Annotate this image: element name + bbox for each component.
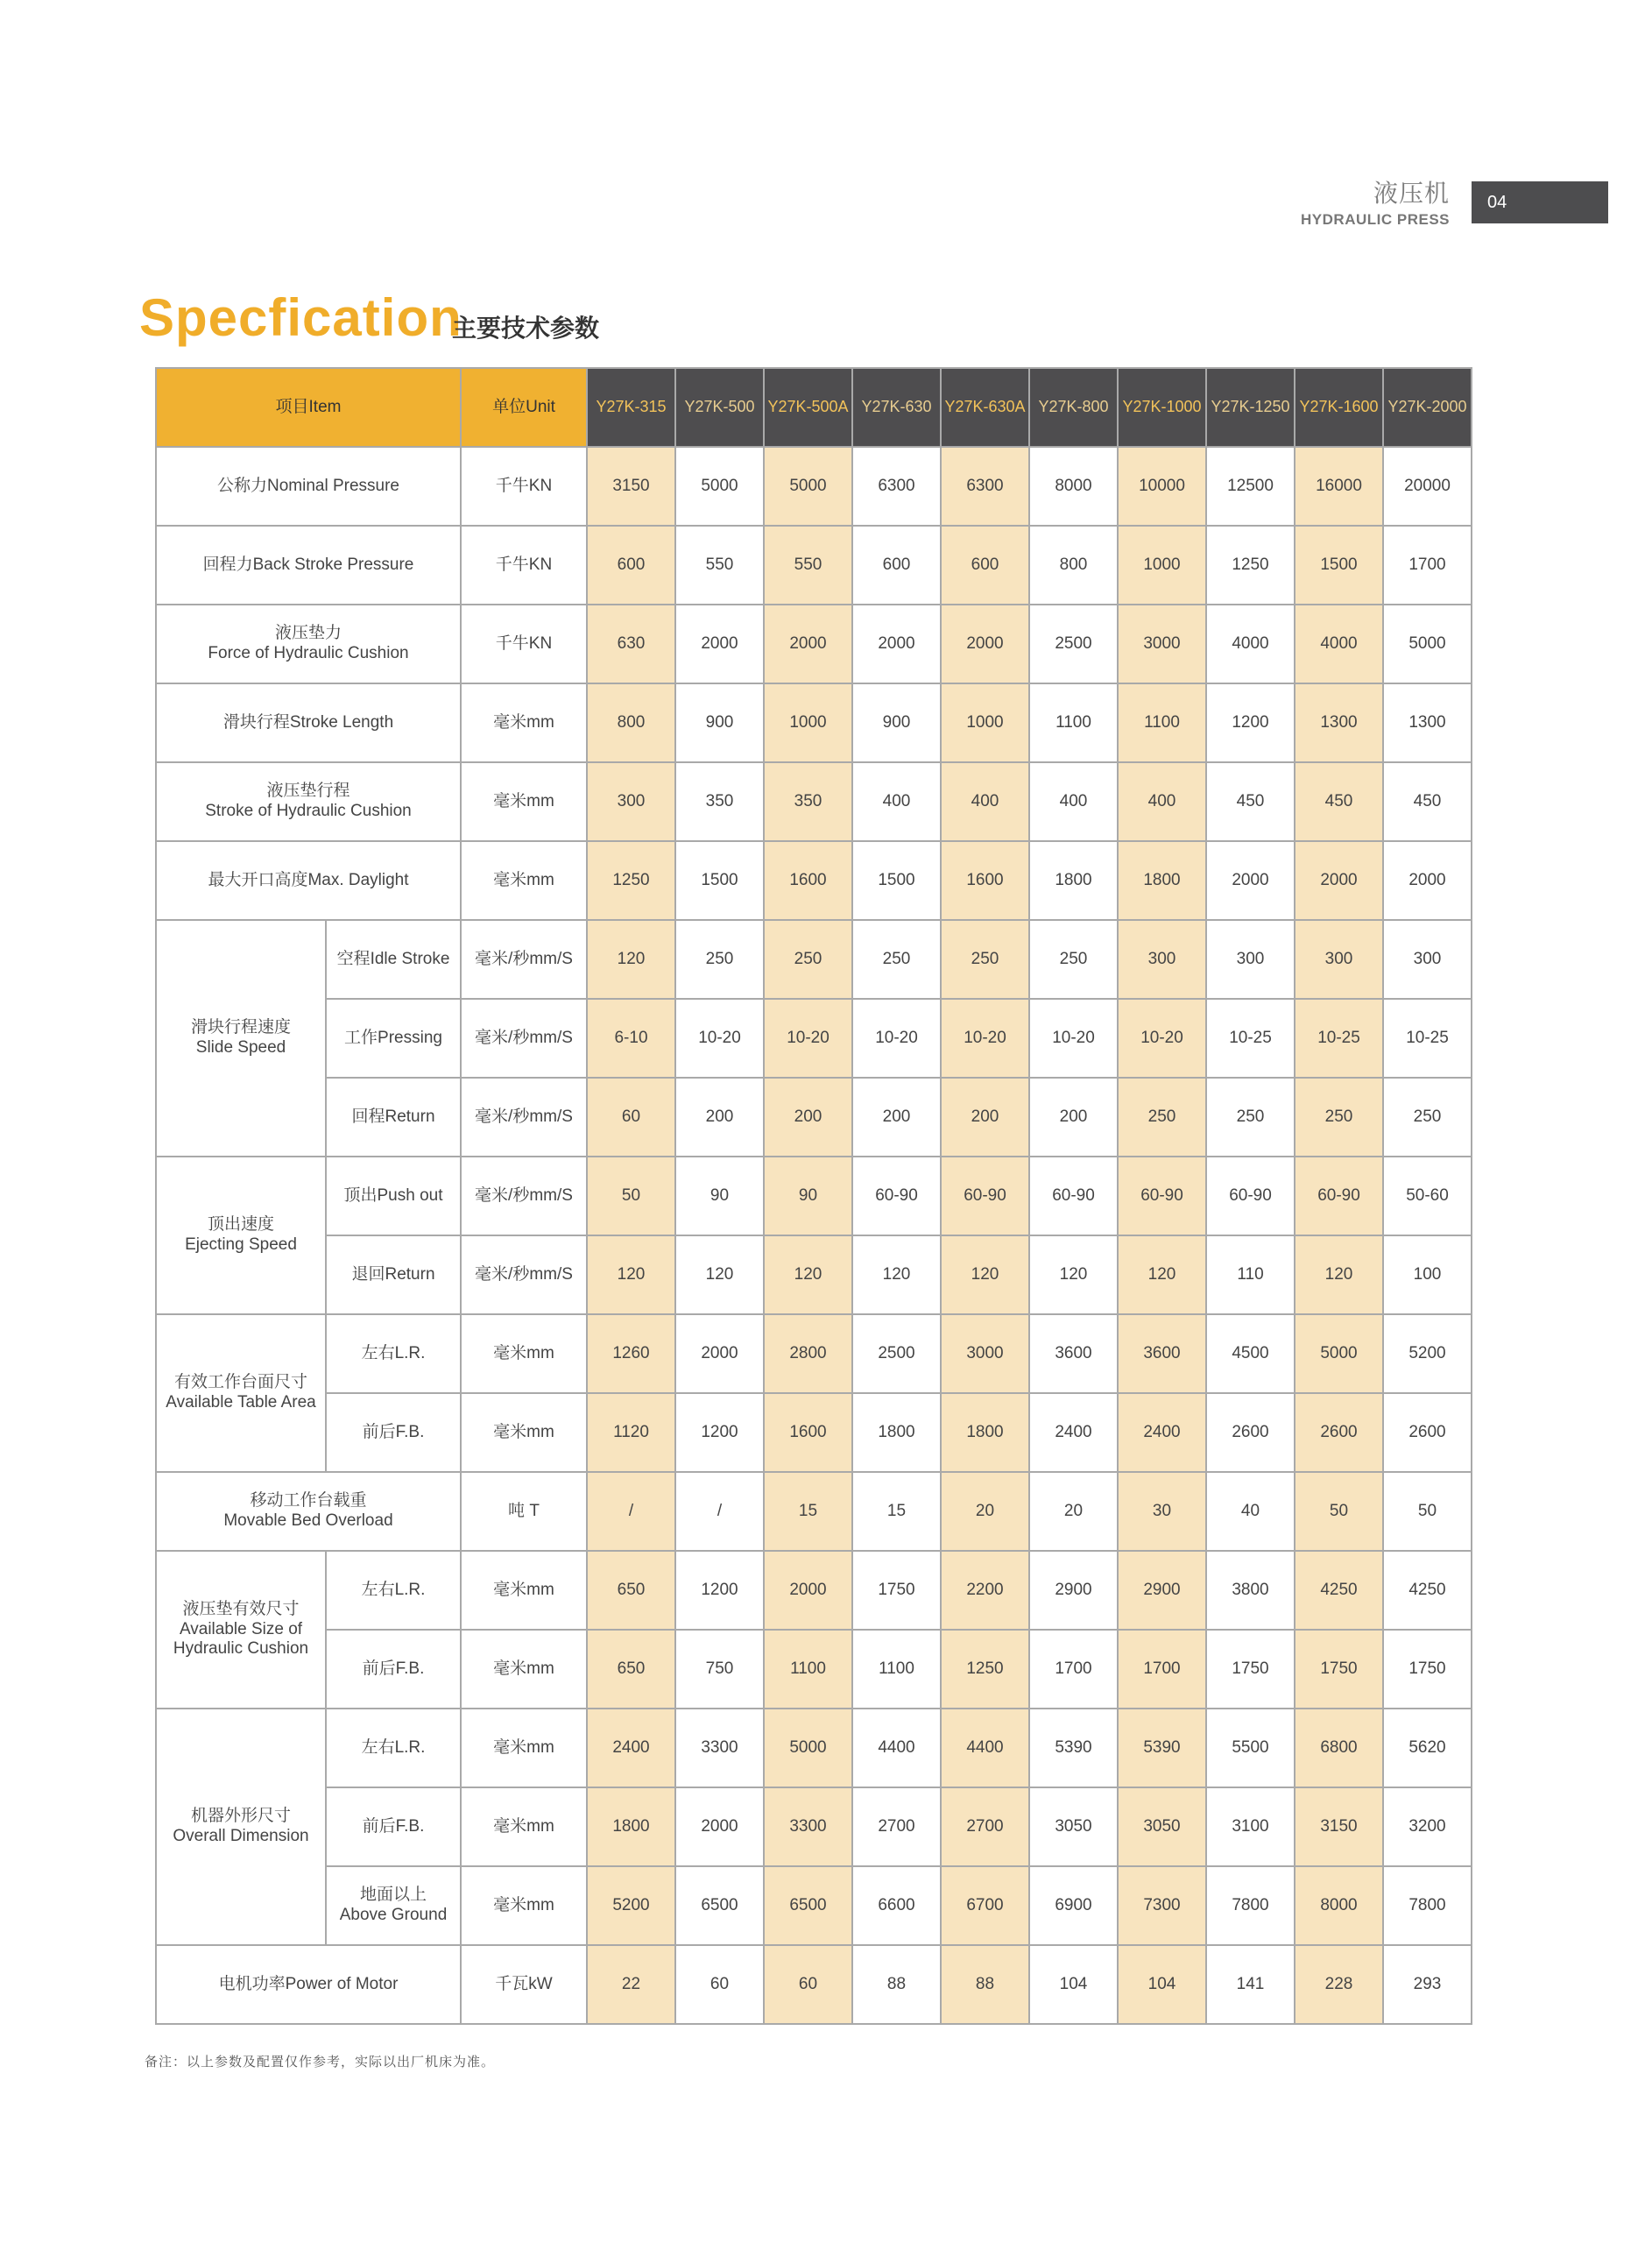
value-cell: 1600 — [764, 841, 852, 920]
value-cell: 6-10 — [587, 999, 675, 1078]
value-cell: 2000 — [675, 1787, 764, 1866]
item-label: 液压垫力 Force of Hydraulic Cushion — [156, 605, 461, 683]
value-cell: 450 — [1295, 762, 1383, 841]
value-cell: 5390 — [1118, 1709, 1206, 1787]
model-header: Y27K-1600 — [1295, 368, 1383, 447]
value-cell: 90 — [675, 1157, 764, 1235]
item-label: 最大开口高度Max. Daylight — [156, 841, 461, 920]
value-cell: 1200 — [675, 1393, 764, 1472]
value-cell: 1800 — [852, 1393, 941, 1472]
spec-title-en: Specfication — [139, 288, 462, 347]
value-cell: 250 — [852, 920, 941, 999]
unit-cell: 毫米mm — [461, 683, 587, 762]
value-cell: 3050 — [1029, 1787, 1118, 1866]
value-cell: 228 — [1295, 1945, 1383, 2024]
value-cell: 3150 — [587, 447, 675, 526]
table-row — [156, 526, 1472, 605]
header-title-en: HYDRAULIC PRESS — [1301, 211, 1450, 228]
value-cell: 300 — [587, 762, 675, 841]
table-row — [156, 1393, 1472, 1472]
value-cell: 4250 — [1295, 1551, 1383, 1630]
model-header: Y27K-2000 — [1383, 368, 1472, 447]
table-row — [156, 1945, 1472, 2024]
value-cell: 293 — [1383, 1945, 1472, 2024]
unit-cell: 毫米mm — [461, 1393, 587, 1472]
value-cell: 1100 — [1029, 683, 1118, 762]
page-number: 04 — [1487, 193, 1507, 212]
value-cell: 450 — [1383, 762, 1472, 841]
value-cell: 800 — [587, 683, 675, 762]
unit-cell: 毫米mm — [461, 1314, 587, 1393]
value-cell: 1100 — [764, 1630, 852, 1709]
value-cell: 600 — [852, 526, 941, 605]
item-header: 项目Item — [156, 368, 461, 447]
value-cell: 7800 — [1383, 1866, 1472, 1945]
value-cell: 350 — [764, 762, 852, 841]
value-cell: 650 — [587, 1551, 675, 1630]
value-cell: 3000 — [1118, 605, 1206, 683]
value-cell: 1750 — [852, 1551, 941, 1630]
value-cell: 88 — [941, 1945, 1029, 2024]
model-header: Y27K-1000 — [1118, 368, 1206, 447]
value-cell: 650 — [587, 1630, 675, 1709]
value-cell: 3300 — [764, 1787, 852, 1866]
table-row — [156, 999, 1472, 1078]
value-cell: 60-90 — [1029, 1157, 1118, 1235]
value-cell: 2500 — [852, 1314, 941, 1393]
unit-cell: 毫米mm — [461, 1709, 587, 1787]
sub-item-label: 空程Idle Stroke — [326, 920, 461, 999]
value-cell: 8000 — [1295, 1866, 1383, 1945]
table-row — [156, 1630, 1472, 1709]
value-cell: 12500 — [1206, 447, 1295, 526]
value-cell: 10-20 — [852, 999, 941, 1078]
value-cell: 22 — [587, 1945, 675, 2024]
value-cell: 3200 — [1383, 1787, 1472, 1866]
value-cell: 400 — [852, 762, 941, 841]
value-cell: 141 — [1206, 1945, 1295, 2024]
value-cell: 5390 — [1029, 1709, 1118, 1787]
value-cell: 1200 — [1206, 683, 1295, 762]
value-cell: 4000 — [1295, 605, 1383, 683]
value-cell: 250 — [1295, 1078, 1383, 1157]
group-label: 液压垫有效尺寸 Available Size of Hydraulic Cushion — [156, 1551, 326, 1709]
sub-item-label: 回程Return — [326, 1078, 461, 1157]
value-cell: 10-20 — [1029, 999, 1118, 1078]
value-cell: 60 — [764, 1945, 852, 2024]
value-cell: 1750 — [1383, 1630, 1472, 1709]
value-cell: 250 — [1118, 1078, 1206, 1157]
unit-header: 单位Unit — [461, 368, 587, 447]
value-cell: 2000 — [675, 605, 764, 683]
value-cell: 1500 — [852, 841, 941, 920]
value-cell: 630 — [587, 605, 675, 683]
value-cell: 110 — [1206, 1235, 1295, 1314]
value-cell: 600 — [587, 526, 675, 605]
value-cell: 250 — [1383, 1078, 1472, 1157]
value-cell: 10000 — [1118, 447, 1206, 526]
value-cell: 8000 — [1029, 447, 1118, 526]
value-cell: 1300 — [1383, 683, 1472, 762]
table-row — [156, 1157, 1472, 1235]
value-cell: 200 — [852, 1078, 941, 1157]
spec-table-body — [156, 447, 1472, 2024]
value-cell: 100 — [1383, 1235, 1472, 1314]
unit-cell: 千瓦kW — [461, 1945, 587, 2024]
value-cell: 10-20 — [675, 999, 764, 1078]
value-cell: 2000 — [852, 605, 941, 683]
item-label: 液压垫行程 Stroke of Hydraulic Cushion — [156, 762, 461, 841]
value-cell: 1700 — [1029, 1630, 1118, 1709]
value-cell: 5620 — [1383, 1709, 1472, 1787]
value-cell: 1300 — [1295, 683, 1383, 762]
value-cell: 3600 — [1029, 1314, 1118, 1393]
sub-item-label: 前后F.B. — [326, 1787, 461, 1866]
value-cell: 1700 — [1118, 1630, 1206, 1709]
page-number-box — [1472, 181, 1608, 223]
table-row — [156, 1551, 1472, 1630]
value-cell: 750 — [675, 1630, 764, 1709]
item-label: 滑块行程Stroke Length — [156, 683, 461, 762]
value-cell: 10-20 — [764, 999, 852, 1078]
value-cell: 300 — [1383, 920, 1472, 999]
group-label: 机器外形尺寸 Overall Dimension — [156, 1709, 326, 1945]
value-cell: 60-90 — [1118, 1157, 1206, 1235]
model-header: Y27K-500 — [675, 368, 764, 447]
value-cell: 400 — [941, 762, 1029, 841]
value-cell: 900 — [852, 683, 941, 762]
unit-cell: 毫米/秒mm/S — [461, 1157, 587, 1235]
unit-cell: 毫米mm — [461, 1630, 587, 1709]
item-label: 公称力Nominal Pressure — [156, 447, 461, 526]
value-cell: 250 — [675, 920, 764, 999]
value-cell: 250 — [941, 920, 1029, 999]
unit-cell: 千牛KN — [461, 526, 587, 605]
unit-cell: 吨 T — [461, 1472, 587, 1551]
value-cell: 450 — [1206, 762, 1295, 841]
value-cell: 10-25 — [1206, 999, 1295, 1078]
value-cell: 15 — [764, 1472, 852, 1551]
value-cell: 300 — [1206, 920, 1295, 999]
unit-cell: 毫米mm — [461, 1787, 587, 1866]
value-cell: 1750 — [1206, 1630, 1295, 1709]
value-cell: 400 — [1118, 762, 1206, 841]
table-row — [156, 1787, 1472, 1866]
value-cell: 250 — [764, 920, 852, 999]
table-row — [156, 447, 1472, 526]
value-cell: 1750 — [1295, 1630, 1383, 1709]
sub-item-label: 工作Pressing — [326, 999, 461, 1078]
value-cell: 120 — [587, 1235, 675, 1314]
value-cell: 1800 — [1118, 841, 1206, 920]
value-cell: 2600 — [1206, 1393, 1295, 1472]
unit-cell: 千牛KN — [461, 605, 587, 683]
value-cell: 3150 — [1295, 1787, 1383, 1866]
sub-item-label: 地面以上 Above Ground — [326, 1866, 461, 1945]
value-cell: 5500 — [1206, 1709, 1295, 1787]
value-cell: 104 — [1118, 1945, 1206, 2024]
value-cell: 10-25 — [1295, 999, 1383, 1078]
unit-cell: 毫米/秒mm/S — [461, 920, 587, 999]
value-cell: 3050 — [1118, 1787, 1206, 1866]
value-cell: 2000 — [1383, 841, 1472, 920]
value-cell: 2900 — [1029, 1551, 1118, 1630]
value-cell: 60-90 — [852, 1157, 941, 1235]
item-label: 电机功率Power of Motor — [156, 1945, 461, 2024]
value-cell: 300 — [1118, 920, 1206, 999]
value-cell: 200 — [764, 1078, 852, 1157]
value-cell: 120 — [1295, 1235, 1383, 1314]
value-cell: 60 — [675, 1945, 764, 2024]
value-cell: 6300 — [852, 447, 941, 526]
value-cell: 90 — [764, 1157, 852, 1235]
value-cell: 7300 — [1118, 1866, 1206, 1945]
spec-table — [155, 367, 1472, 2025]
value-cell: 3100 — [1206, 1787, 1295, 1866]
value-cell: 1800 — [941, 1393, 1029, 1472]
value-cell: 2200 — [941, 1551, 1029, 1630]
value-cell: 3000 — [941, 1314, 1029, 1393]
sub-item-label: 前后F.B. — [326, 1393, 461, 1472]
value-cell: 5000 — [1295, 1314, 1383, 1393]
value-cell: 250 — [1029, 920, 1118, 999]
table-row — [156, 920, 1472, 999]
unit-cell: 千牛KN — [461, 447, 587, 526]
value-cell: 20000 — [1383, 447, 1472, 526]
value-cell: 5200 — [1383, 1314, 1472, 1393]
value-cell: 40 — [1206, 1472, 1295, 1551]
value-cell: 1500 — [1295, 526, 1383, 605]
value-cell: 1000 — [1118, 526, 1206, 605]
value-cell: 1000 — [764, 683, 852, 762]
value-cell: 50 — [1295, 1472, 1383, 1551]
unit-cell: 毫米mm — [461, 762, 587, 841]
value-cell: 2900 — [1118, 1551, 1206, 1630]
value-cell: 5000 — [675, 447, 764, 526]
table-header-row — [156, 368, 1472, 447]
value-cell: 120 — [941, 1235, 1029, 1314]
value-cell: 2800 — [764, 1314, 852, 1393]
model-header: Y27K-630A — [941, 368, 1029, 447]
value-cell: 400 — [1029, 762, 1118, 841]
item-label: 移动工作台载重 Movable Bed Overload — [156, 1472, 461, 1551]
value-cell: 60 — [587, 1078, 675, 1157]
value-cell: 2000 — [1295, 841, 1383, 920]
value-cell: 6900 — [1029, 1866, 1118, 1945]
table-row — [156, 762, 1472, 841]
value-cell: 2000 — [675, 1314, 764, 1393]
value-cell: 15 — [852, 1472, 941, 1551]
value-cell: 6300 — [941, 447, 1029, 526]
table-row — [156, 841, 1472, 920]
table-row — [156, 1866, 1472, 1945]
value-cell: 2600 — [1383, 1393, 1472, 1472]
value-cell: 4500 — [1206, 1314, 1295, 1393]
unit-cell: 毫米mm — [461, 841, 587, 920]
table-row — [156, 1709, 1472, 1787]
value-cell: 6500 — [764, 1866, 852, 1945]
value-cell: 4250 — [1383, 1551, 1472, 1630]
unit-cell: 毫米mm — [461, 1866, 587, 1945]
value-cell: 1120 — [587, 1393, 675, 1472]
value-cell: 2700 — [852, 1787, 941, 1866]
value-cell: 1250 — [587, 841, 675, 920]
spec-title-cn: 主要技术参数 — [452, 314, 600, 343]
value-cell: 2000 — [1206, 841, 1295, 920]
model-header: Y27K-630 — [852, 368, 941, 447]
value-cell: 1600 — [941, 841, 1029, 920]
value-cell: 1200 — [675, 1551, 764, 1630]
value-cell: 550 — [764, 526, 852, 605]
value-cell: 10-20 — [941, 999, 1029, 1078]
group-label: 滑块行程速度 Slide Speed — [156, 920, 326, 1157]
value-cell: 2000 — [764, 605, 852, 683]
table-row — [156, 605, 1472, 683]
model-header: Y27K-500A — [764, 368, 852, 447]
value-cell: 300 — [1295, 920, 1383, 999]
value-cell: 2000 — [764, 1551, 852, 1630]
value-cell: 5200 — [587, 1866, 675, 1945]
value-cell: 800 — [1029, 526, 1118, 605]
value-cell: 60-90 — [1206, 1157, 1295, 1235]
sub-item-label: 左右L.R. — [326, 1709, 461, 1787]
table-row — [156, 683, 1472, 762]
value-cell: 1000 — [941, 683, 1029, 762]
value-cell: 5000 — [764, 1709, 852, 1787]
value-cell: 900 — [675, 683, 764, 762]
model-header: Y27K-1250 — [1206, 368, 1295, 447]
table-row — [156, 1235, 1472, 1314]
value-cell: 120 — [764, 1235, 852, 1314]
sub-item-label: 左右L.R. — [326, 1314, 461, 1393]
value-cell: 4000 — [1206, 605, 1295, 683]
value-cell: 10-20 — [1118, 999, 1206, 1078]
footnote: 备注：以上参数及配置仅作参考，实际以出厂机床为准。 — [145, 2054, 496, 2070]
value-cell: 200 — [1029, 1078, 1118, 1157]
value-cell: 1260 — [587, 1314, 675, 1393]
value-cell: 50 — [1383, 1472, 1472, 1551]
value-cell: 2400 — [1118, 1393, 1206, 1472]
value-cell: 550 — [675, 526, 764, 605]
value-cell: 120 — [675, 1235, 764, 1314]
value-cell: 7800 — [1206, 1866, 1295, 1945]
unit-cell: 毫米/秒mm/S — [461, 1078, 587, 1157]
unit-cell: 毫米/秒mm/S — [461, 1235, 587, 1314]
value-cell: 120 — [1118, 1235, 1206, 1314]
sub-item-label: 退回Return — [326, 1235, 461, 1314]
value-cell: 4400 — [941, 1709, 1029, 1787]
value-cell: 2400 — [587, 1709, 675, 1787]
value-cell: 3300 — [675, 1709, 764, 1787]
value-cell: 6700 — [941, 1866, 1029, 1945]
table-row — [156, 1314, 1472, 1393]
value-cell: 1250 — [941, 1630, 1029, 1709]
table-row — [156, 1472, 1472, 1551]
value-cell: 600 — [941, 526, 1029, 605]
value-cell: 6600 — [852, 1866, 941, 1945]
header-title-cn: 液压机 — [1373, 179, 1450, 208]
unit-cell: 毫米/秒mm/S — [461, 999, 587, 1078]
model-header: Y27K-800 — [1029, 368, 1118, 447]
value-cell: 88 — [852, 1945, 941, 2024]
value-cell: 50 — [587, 1157, 675, 1235]
value-cell: 2600 — [1295, 1393, 1383, 1472]
value-cell: 350 — [675, 762, 764, 841]
value-cell: 1600 — [764, 1393, 852, 1472]
value-cell: 104 — [1029, 1945, 1118, 2024]
value-cell: 5000 — [764, 447, 852, 526]
sub-item-label: 前后F.B. — [326, 1630, 461, 1709]
value-cell: 250 — [1206, 1078, 1295, 1157]
value-cell: 1800 — [1029, 841, 1118, 920]
sub-item-label: 顶出Push out — [326, 1157, 461, 1235]
value-cell: 4400 — [852, 1709, 941, 1787]
value-cell: 20 — [1029, 1472, 1118, 1551]
value-cell: 16000 — [1295, 447, 1383, 526]
value-cell: 2500 — [1029, 605, 1118, 683]
value-cell: 1250 — [1206, 526, 1295, 605]
value-cell: 2000 — [941, 605, 1029, 683]
item-label: 回程力Back Stroke Pressure — [156, 526, 461, 605]
value-cell: 200 — [675, 1078, 764, 1157]
value-cell: 2400 — [1029, 1393, 1118, 1472]
value-cell: 10-25 — [1383, 999, 1472, 1078]
value-cell: 1800 — [587, 1787, 675, 1866]
value-cell: / — [675, 1472, 764, 1551]
value-cell: 1500 — [675, 841, 764, 920]
unit-cell: 毫米mm — [461, 1551, 587, 1630]
value-cell: 50-60 — [1383, 1157, 1472, 1235]
value-cell: 6800 — [1295, 1709, 1383, 1787]
value-cell: 120 — [1029, 1235, 1118, 1314]
value-cell: 60-90 — [1295, 1157, 1383, 1235]
value-cell: 1100 — [1118, 683, 1206, 762]
value-cell: 3800 — [1206, 1551, 1295, 1630]
value-cell: 1700 — [1383, 526, 1472, 605]
table-row — [156, 1078, 1472, 1157]
group-label: 有效工作台面尺寸 Available Table Area — [156, 1314, 326, 1472]
value-cell: 60-90 — [941, 1157, 1029, 1235]
value-cell: 120 — [852, 1235, 941, 1314]
model-header: Y27K-315 — [587, 368, 675, 447]
value-cell: 30 — [1118, 1472, 1206, 1551]
value-cell: 20 — [941, 1472, 1029, 1551]
value-cell: 5000 — [1383, 605, 1472, 683]
value-cell: 1100 — [852, 1630, 941, 1709]
value-cell: 3600 — [1118, 1314, 1206, 1393]
value-cell: 200 — [941, 1078, 1029, 1157]
group-label: 顶出速度 Ejecting Speed — [156, 1157, 326, 1314]
value-cell: / — [587, 1472, 675, 1551]
value-cell: 120 — [587, 920, 675, 999]
value-cell: 2700 — [941, 1787, 1029, 1866]
value-cell: 6500 — [675, 1866, 764, 1945]
sub-item-label: 左右L.R. — [326, 1551, 461, 1630]
